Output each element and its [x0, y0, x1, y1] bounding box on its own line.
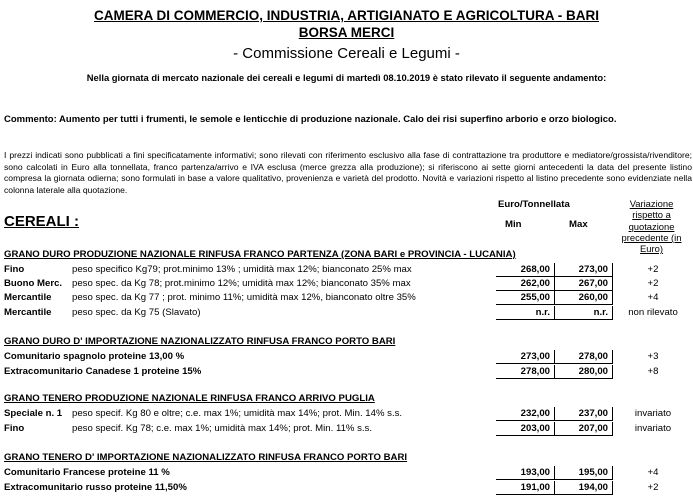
section-title: GRANO DURO D' IMPORTAZIONE NAZIONALIZZATO RINFUSA FRANCO PORTO BARI — [4, 336, 396, 347]
min-column-header: Min — [505, 219, 522, 230]
row-description: peso spec. da Kg 75 (Slavato) — [72, 307, 201, 318]
max-price: 207,00 — [578, 423, 608, 434]
variation-header-line: Euro) — [640, 243, 663, 255]
price-variation: +2 — [647, 264, 659, 275]
row-label: Comunitario Francese proteine 11 % — [4, 467, 170, 478]
market-comment: Commento: Aumento per tutti i frumenti, le semole e lenticchie di produzione nazionale. Calo dei risi superfino arborio e orzo biologico. — [4, 114, 617, 125]
row-label: Extracomunitario Canadese 1 proteine 15% — [4, 366, 202, 377]
price-variation: invariato — [634, 408, 672, 419]
max-price: 273,00 — [578, 264, 608, 275]
document-subtitle-borsa-merci: BORSA MERCI — [298, 25, 395, 40]
row-label: Extracomunitario russo proteine 11,50% — [4, 482, 187, 493]
row-description: peso specifico Kg79; prot.minimo 13% ; umidità max 12%; bianconato 25% max — [72, 264, 412, 275]
max-price: n.r. — [593, 307, 608, 318]
row-label: Fino — [4, 423, 25, 434]
min-price: 193,00 — [520, 467, 550, 478]
unit-label: Euro/Tonnellata — [498, 199, 570, 210]
price-variation: non rilevato — [628, 307, 678, 318]
price-variation: +8 — [647, 366, 659, 377]
row-label: Fino — [4, 264, 25, 275]
row-description: peso spec. da Kg 77 ; prot. minimo 11%; umidità max 12%, bianconato oltre 35% — [72, 292, 416, 303]
min-price: 278,00 — [520, 366, 550, 377]
max-price: 280,00 — [578, 366, 608, 377]
max-price: 237,00 — [578, 408, 608, 419]
row-description: peso specif. Kg 78; c.e. max 1%; umidità max 14%; prot. Min. 11% s.s. — [72, 423, 373, 434]
price-variation: invariato — [634, 423, 672, 434]
max-price: 278,00 — [578, 351, 608, 362]
min-price: 203,00 — [520, 423, 550, 434]
section-title: GRANO TENERO D' IMPORTAZIONE NAZIONALIZZATO RINFUSA FRANCO PORTO BARI — [4, 452, 408, 463]
row-label: Mercantile — [4, 292, 52, 303]
min-price: 191,00 — [520, 482, 550, 493]
max-price: 195,00 — [578, 467, 608, 478]
min-price: n.r. — [535, 307, 550, 318]
section-title: GRANO DURO PRODUZIONE NAZIONALE RINFUSA FRANCO PARTENZA (ZONA BARI e PROVINCIA - LUCANIA) — [4, 249, 516, 260]
variation-column-header — [610, 198, 693, 254]
section-title: GRANO TENERO PRODUZIONE NAZIONALE RINFUSA FRANCO ARRIVO PUGLIA — [4, 393, 375, 404]
price-variation: +3 — [647, 351, 659, 362]
row-description: peso specif. Kg 80 e oltre; c.e. max 1%; umidità max 14%; prot. Min. 14% s.s. — [72, 408, 403, 419]
row-label: Mercantile — [4, 307, 52, 318]
document-title: CAMERA DI COMMERCIO, INDUSTRIA, ARTIGIANATO E AGRICOLTURA - BARI — [94, 8, 599, 23]
disclaimer-note: I prezzi indicati sono pubblicati a fini specificatamente informativi; sono rilevati con riferimento esclusivo alla fase di contrattazione tra produttore e mediatore/grossista/rivenditore; sono calcolati in Euro alla tonnellata, franco partenza/arrivo e IVA esclusa (merce grezza alla produzione); si riferiscono ai sette giorni antecedenti la data del presente listino compresa la giornata odierna; sono formulati in base a valore qualitativo, provenienza e varietà del prodotto. Novità e variazioni rispetto al listino precedente sono evidenziate nella colonna laterale alla quotazione. — [4, 150, 692, 195]
max-price: 260,00 — [578, 292, 608, 303]
row-label: Speciale n. 1 — [4, 408, 63, 419]
price-variation: +4 — [647, 292, 659, 303]
min-price: 262,00 — [520, 278, 550, 289]
variation-header-line: precedente (in — [621, 231, 682, 243]
row-label: Comunitario spagnolo proteine 13,00 % — [4, 351, 185, 362]
cereali-heading: CEREALI : — [4, 213, 79, 230]
variation-header-line: rispetto a — [632, 209, 671, 221]
intro-text: Nella giornata di mercato nazionale dei cereali e legumi di martedì 08.10.2019 è stato rilevato il seguente andamento: — [86, 72, 607, 83]
price-variation: +4 — [647, 467, 659, 478]
min-price: 273,00 — [520, 351, 550, 362]
row-description: peso spec. da Kg 78; prot.minimo 12%; umidità max 12%; bianconato 35% max — [72, 278, 411, 289]
max-price: 194,00 — [578, 482, 608, 493]
min-price: 268,00 — [520, 264, 550, 275]
variation-header-line: Variazione — [629, 198, 674, 209]
min-price: 255,00 — [520, 292, 550, 303]
row-label: Buono Merc. — [4, 278, 63, 289]
commission-name: - Commissione Cereali e Legumi - — [233, 45, 460, 62]
variation-header-line: quotazione — [628, 220, 675, 232]
min-price: 232,00 — [520, 408, 550, 419]
max-column-header: Max — [569, 219, 588, 230]
price-variation: +2 — [647, 278, 659, 289]
max-price: 267,00 — [578, 278, 608, 289]
price-variation: +2 — [647, 482, 659, 493]
